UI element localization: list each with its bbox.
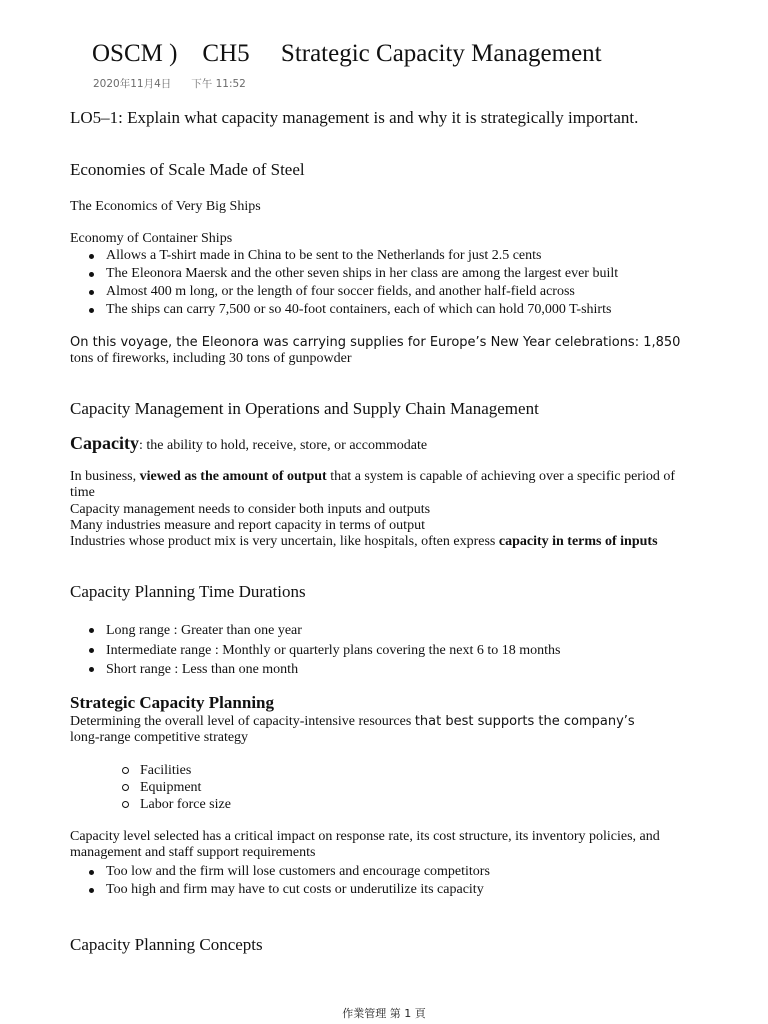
page-title: OSCM ) CH5 Strategic Capacity Management — [92, 40, 602, 67]
list-item: Long range : Greater than one year — [70, 621, 710, 641]
capacity-line-4-text: Industries whose product mix is very uncertain, like hospitals, often express — [70, 534, 499, 549]
capacity-term: Capacity — [70, 433, 139, 453]
capacity-line-4 — [70, 534, 690, 550]
business-text-b: that a system is capable of achieving over a specific period of time — [70, 469, 676, 500]
voyage-text-line1: On this voyage, the Eleonora was carrying supplies for Europe’s New Year celebrations: 1,850 — [70, 335, 681, 350]
section-heading-strategic: Strategic Capacity Planning — [70, 693, 274, 712]
list-item: Too high and firm may have to cut costs or underutilize its capacity — [70, 881, 710, 899]
list-item: Too low and the firm will lose customers and encourage competitors — [70, 863, 710, 881]
capacity-line-2: Capacity management needs to consider both inputs and outputs — [70, 502, 431, 517]
section-heading-durations: Capacity Planning Time Durations — [70, 582, 306, 601]
page-footer: 作業管理 第 1 頁 — [342, 1007, 426, 1020]
list-title-container-ships: Economy of Container Ships — [70, 231, 233, 246]
subheading-big-ships: The Economics of Very Big Ships — [70, 199, 261, 214]
voyage-text-line2: tons of fireworks, including 30 tons of gunpowder — [70, 351, 352, 366]
strategic-desc-b: that best supports the company’s — [414, 714, 635, 729]
business-paragraph — [70, 469, 690, 501]
note-timestamp — [93, 76, 246, 91]
strategic-desc-a: Determining the overall level of capacity-intensive resources — [70, 714, 415, 729]
capacity-line-4-bold: capacity in terms of inputs — [498, 534, 658, 549]
resource-list — [70, 762, 470, 813]
list-item: Short range : Less than one month — [70, 660, 710, 680]
impact-paragraph: Capacity level selected has a critical impact on response rate, its cost structure, its inventory policies, and management and staff support requirements — [70, 829, 660, 860]
list-item: Almost 400 m long, or the length of four soccer fields, and another half-field across — [70, 283, 710, 301]
list-item: The ships can carry 7,500 or so 40-foot containers, each of which can hold 70,000 T-shirts — [70, 301, 710, 319]
list-item: Equipment — [70, 779, 470, 796]
capacity-def-text: : the ability to hold, receive, store, or accommodate — [139, 438, 428, 453]
list-item: Facilities — [70, 762, 470, 779]
duration-bullets — [70, 621, 710, 680]
business-text-a: In business, — [70, 469, 140, 484]
strategic-desc-line1 — [70, 714, 710, 730]
capacity-level-bullets — [70, 863, 710, 899]
list-item: Allows a T-shirt made in China to be sent to the Netherlands for just 2.5 cents — [70, 247, 710, 265]
section-heading-capacity-management: Capacity Management in Operations and Supply Chain Management — [70, 399, 539, 418]
list-item: Intermediate range : Monthly or quarterly plans covering the next 6 to 18 months — [70, 641, 710, 661]
note-date: 2020年11月4日 — [93, 78, 172, 90]
note-time: 下午 11:52 — [191, 78, 246, 90]
list-item: Labor force size — [70, 796, 470, 813]
list-item: The Eleonora Maersk and the other seven ships in her class are among the largest ever built — [70, 265, 710, 283]
section-heading-economies: Economies of Scale Made of Steel — [70, 160, 305, 179]
learning-objective: LO5–1: Explain what capacity management is and why it is strategically important. — [70, 108, 639, 127]
capacity-definition — [70, 433, 427, 454]
business-text-bold: viewed as the amount of output — [139, 469, 327, 484]
section-heading-concepts: Capacity Planning Concepts — [70, 935, 263, 954]
capacity-line-3: Many industries measure and report capacity in terms of output — [70, 518, 425, 533]
strategic-desc-line2: long-range competitive strategy — [70, 730, 249, 745]
container-ship-bullets — [70, 247, 710, 319]
